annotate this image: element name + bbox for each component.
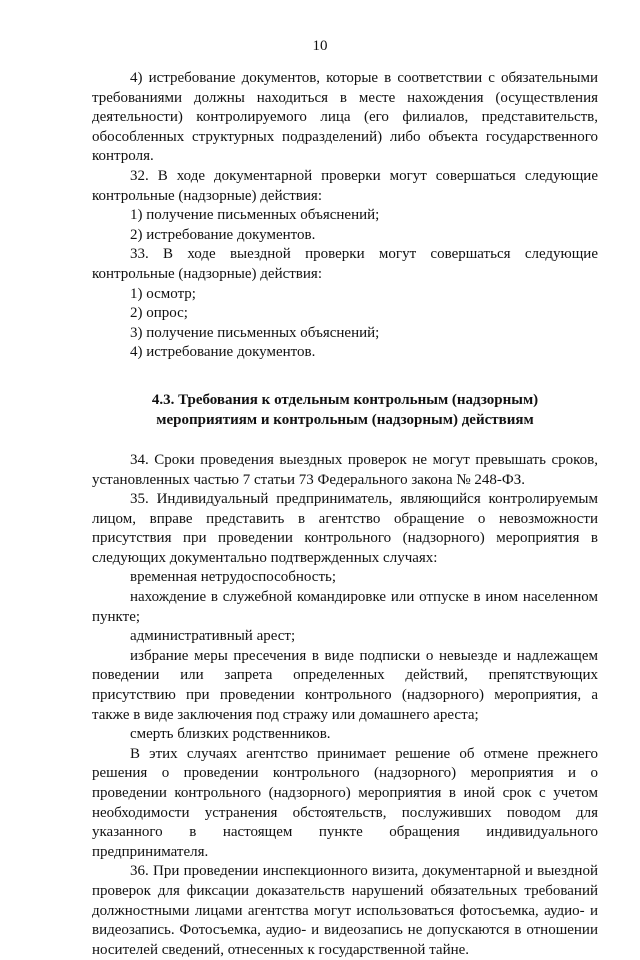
list-item: 1) получение письменных объяснений; [130,207,380,224]
section-heading-line-1: 4.3. Требования к отдельным контрольным (надзорным) [151,391,539,408]
paragraph-36: 36. При проведении инспекционного визита, документарной и выездной проверок для фиксации доказательств нарушений обязательных требований должностными лицами агентства могут использоваться фотосъемка, аудио- и видеозапись. Фотосъемка, аудио- и видеозапись не допускаются в отношении носителей сведений, отнесенных к государственной тайне. [92,863,598,958]
section-heading [92,390,598,430]
paragraph-33: 33. В ходе выездной проверки могут совершаться следующие контрольные (надзорные) действия: [92,246,598,282]
list-item: избрание меры пресечения в виде подписки о невыезде и надлежащем поведении или запрета определенных действий, препятствующих присутствию при проведении контрольного (надзорного) мероприятия, а также в виде заключения под стражу или домашнего ареста; [92,647,598,723]
paragraph-32: 32. В ходе документарной проверки могут совершаться следующие контрольные (надзорные) действия: [92,167,598,204]
paragraph-35: 35. Индивидуальный предприниматель, являющийся контролируемым лицом, вправе представить в агентство обращение о невозможности присутствия при проведении контрольного (надзорного) мероприятия в следующих документально подтвержденных случаях: [92,491,598,566]
list-item: смерть близких родственников. [130,726,331,743]
page-number: 10 [312,38,328,54]
document-body [92,69,598,960]
list-item: 1) осмотр; [130,285,196,302]
list-item: 3) получение письменных объяснений; [130,324,380,341]
paragraph-decision: В этих случаях агентство принимает решение об отмене прежнего решения о проведении контрольного (надзорного) мероприятия и о проведении контрольного (надзорного) мероприятия в иной срок с учетом необходимости устранения обстоятельств, послуживших поводом для указанного в настоящем пункте обращения индивидуального предпринимателя. [92,745,598,860]
paragraph-34: 34. Сроки проведения выездных проверок не могут превышать сроков, установленных частью 7 статьи 73 Федерального закона № 248-ФЗ. [92,451,598,488]
list-item: временная нетрудоспособность; [130,569,337,586]
list-item: 4) истребование документов. [130,344,316,361]
list-item: 2) истребование документов. [130,226,316,243]
list-item: нахождение в служебной командировке или отпуске в ином населенном пункте; [92,589,598,625]
section-heading-line-2: мероприятиям и контрольным (надзорным) действиям [156,411,534,428]
list-item: 2) опрос; [130,305,188,322]
paragraph-item-4-documents: 4) истребование документов, которые в соответствии с обязательными требованиями должны находиться в месте нахождения (осуществления деятельности) контролируемого лица (его филиалов, представительств, обособленных структурных подразделений) либо объекта государственного контроля. [92,70,598,165]
list-item: административный арест; [130,628,296,645]
